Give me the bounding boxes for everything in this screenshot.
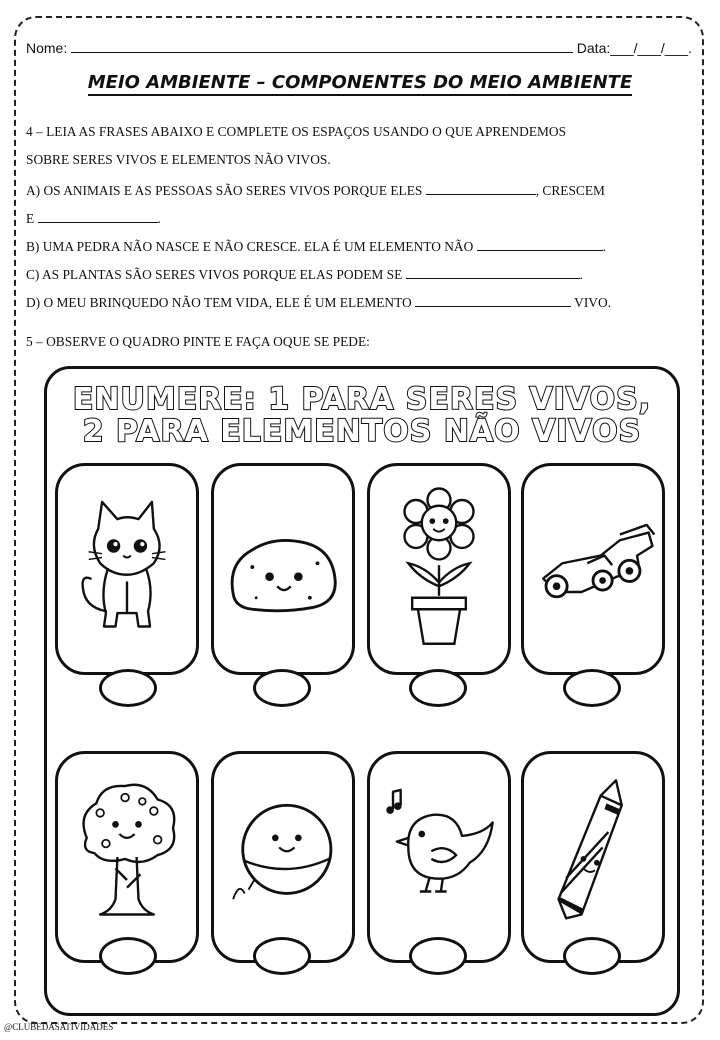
crayon-icon (524, 754, 662, 960)
answer-circle-tree[interactable] (99, 937, 157, 975)
answer-blank-d[interactable] (415, 294, 571, 307)
answer-blank-b[interactable] (477, 238, 603, 251)
race-car-icon (524, 466, 662, 672)
card-bird (367, 751, 511, 963)
card-rock (211, 463, 355, 675)
q4-sentence-d: D) O MEU BRINQUEDO NÃO TEM VIDA, ELE É UM ELEMENTO VIVO. (26, 295, 611, 310)
answer-blank-c[interactable] (406, 266, 580, 279)
page-title: MEIO AMBIENTE – COMPONENTES DO MEIO AMBIENTE (0, 72, 720, 93)
card-crayon (521, 751, 665, 963)
card-tree (55, 751, 199, 963)
card-flower (367, 463, 511, 675)
q5-intro: 5 – OBSERVE O QUADRO PINTE E FAÇA OQUE SE PEDE: (26, 334, 370, 349)
q4-sentence-c: C) AS PLANTAS SÃO SERES VIVOS PORQUE ELAS PODEM SE . (26, 267, 584, 282)
bird-icon (370, 754, 508, 960)
cat-icon (58, 466, 196, 672)
footer-credit: @CLUBEDASATIVIDADES (4, 1022, 114, 1032)
answer-circle-ball[interactable] (253, 937, 311, 975)
answer-circle-flower[interactable] (409, 669, 467, 707)
date-label: Data:___/___/___. (576, 40, 692, 56)
activity-board (44, 366, 680, 1016)
rock-icon (214, 466, 352, 672)
board-title-line1: ENUMERE: 1 PARA SERES VIVOS, (72, 382, 652, 417)
q4-sentence-b: B) UMA PEDRA NÃO NASCE E NÃO CRESCE. ELA É UM ELEMENTO NÃO . (26, 239, 606, 254)
name-field[interactable] (71, 51, 573, 53)
card-ball (211, 751, 355, 963)
name-label: Nome: (26, 40, 68, 56)
answer-blank-a2[interactable] (38, 210, 158, 223)
q4-intro-line1: 4 – LEIA AS FRASES ABAIXO E COMPLETE OS ESPAÇOS USANDO O QUE APRENDEMOS (26, 124, 567, 139)
answer-circle-crayon[interactable] (563, 937, 621, 975)
answer-circle-rock[interactable] (253, 669, 311, 707)
card-cat (55, 463, 199, 675)
flower-pot-icon (370, 466, 508, 672)
answer-blank-a1[interactable] (426, 182, 536, 195)
board-title-line2: 2 PARA ELEMENTOS NÃO VIVOS (82, 414, 642, 449)
ball-icon (214, 754, 352, 960)
answer-circle-cat[interactable] (99, 669, 157, 707)
tree-icon (58, 754, 196, 960)
q4-sentence-a: A) OS ANIMAIS E AS PESSOAS SÃO SERES VIVOS PORQUE ELES , CRESCEM (26, 183, 605, 198)
header-row (26, 40, 692, 56)
answer-circle-bird[interactable] (409, 937, 467, 975)
answer-circle-race-car[interactable] (563, 669, 621, 707)
q4-intro-line2: SOBRE SERES VIVOS E ELEMENTOS NÃO VIVOS. (26, 152, 331, 167)
q4-sentence-a-cont: E . (26, 211, 161, 226)
card-race-car (521, 463, 665, 675)
